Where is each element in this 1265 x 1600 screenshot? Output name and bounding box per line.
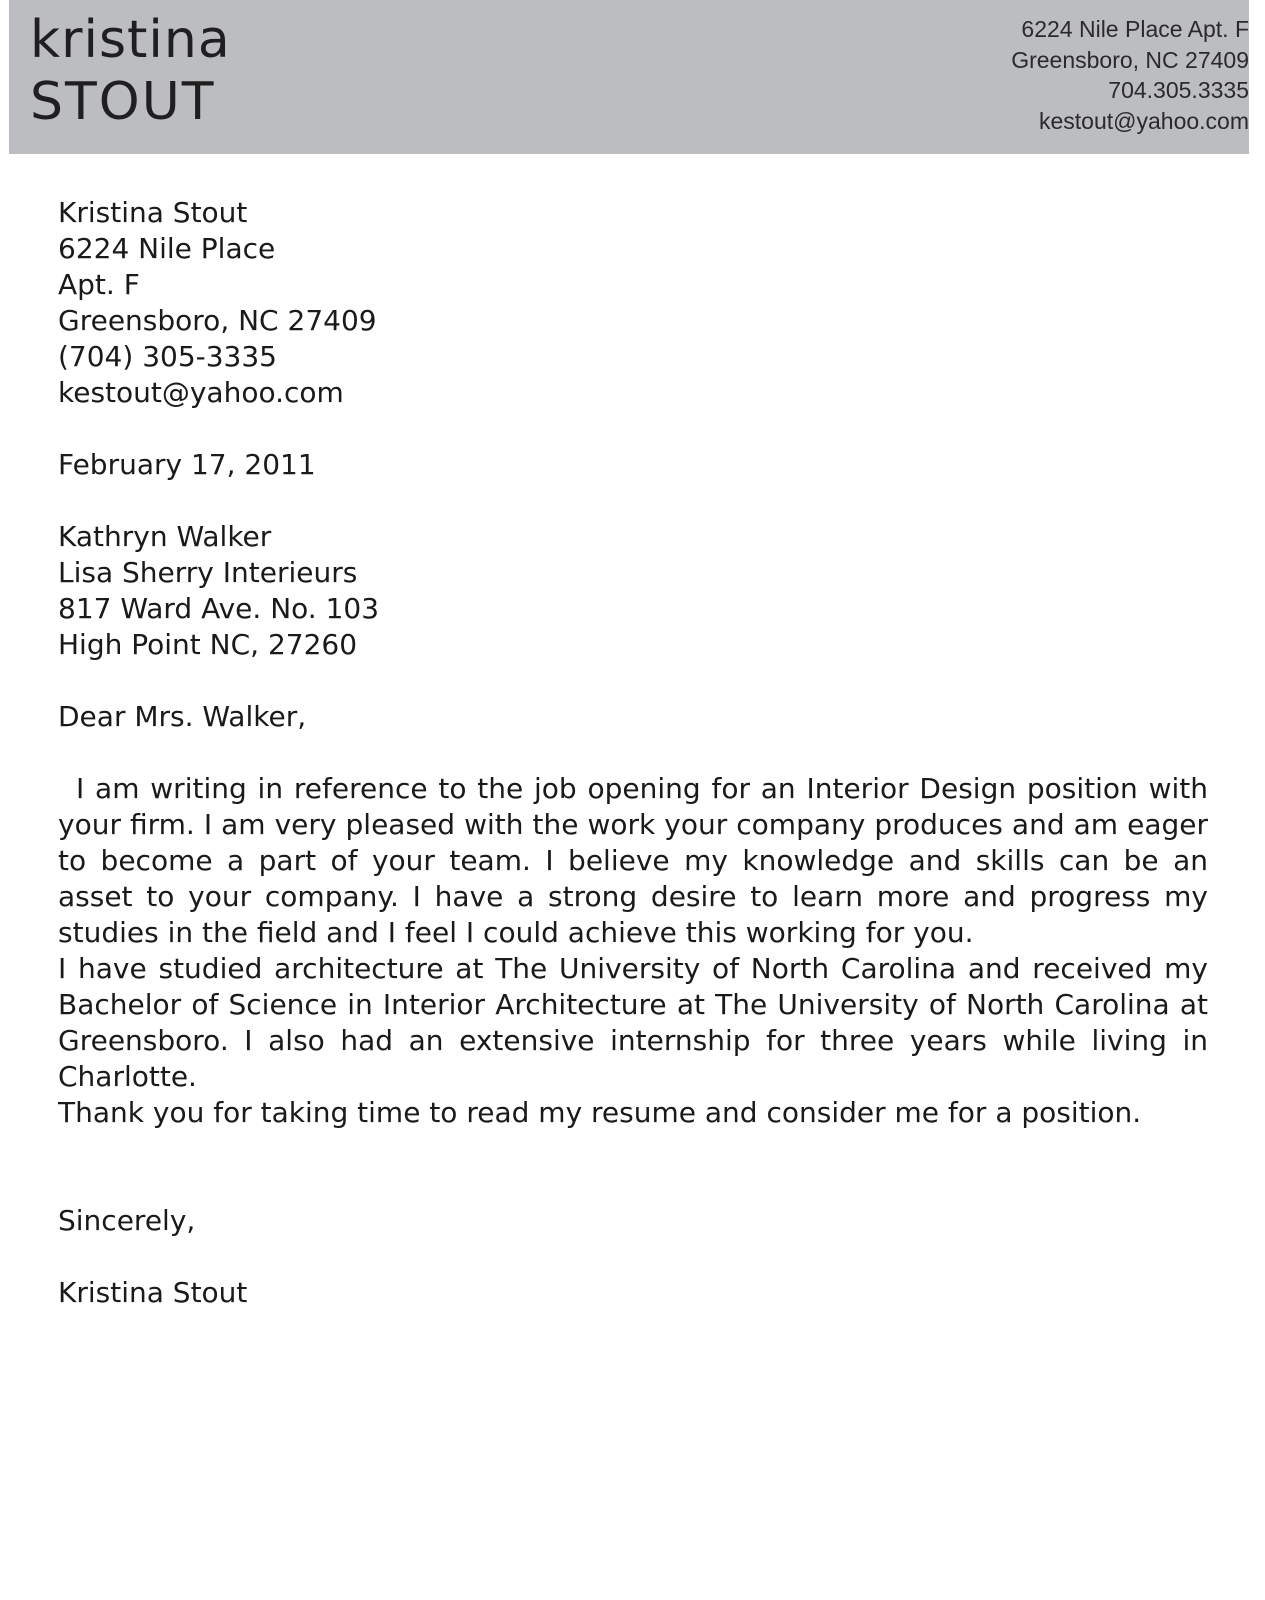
signature-name: Kristina Stout (58, 1276, 248, 1309)
sender-name: Kristina Stout (58, 196, 248, 229)
recipient-address-block (58, 519, 1208, 663)
sender-unit: Apt. F (58, 268, 140, 301)
recipient-company: Lisa Sherry Interieurs (58, 556, 358, 589)
sender-city: Greensboro, NC 27409 (58, 304, 377, 337)
letter-date: February 17, 2011 (58, 448, 316, 481)
recipient-street: 817 Ward Ave. No. 103 (58, 592, 380, 625)
sender-phone: (704) 305-3335 (58, 340, 277, 373)
salutation: Dear Mrs. Walker, (58, 700, 307, 733)
letterhead-contact (1011, 14, 1249, 136)
body-paragraph-2: I have studied architecture at The University of North Carolina and received my Bachelor of Science in Interior Architecture at The University of North Carolina at Greensboro. I also had an extensive internship for three years while living in Charlotte. (58, 952, 1208, 1093)
closing: Sincerely, (58, 1204, 196, 1237)
body-paragraph-1: I am writing in reference to the job opening for an Interior Design position with your firm. I am very pleased with the work your company produces and am eager to become a part of your team. I believe my knowledge and skills can be an asset to your company. I have a strong desire to learn more and progress my studies in the field and I feel I could achieve this working for you. (58, 772, 1208, 949)
sender-address-block (58, 195, 1208, 411)
letterhead-email: kestout@yahoo.com (1038, 107, 1249, 134)
letterhead-phone: 704.305.3335 (1108, 77, 1249, 103)
sender-email: kestout@yahoo.com (58, 376, 344, 409)
sender-street: 6224 Nile Place (58, 232, 276, 265)
recipient-name: Kathryn Walker (58, 520, 272, 553)
letterhead-last-name: STOUT (30, 72, 216, 132)
letterhead-first-name: kristina (30, 10, 231, 70)
letter-body (58, 195, 1208, 1311)
recipient-city: High Point NC, 27260 (58, 628, 358, 661)
letterhead-address: 6224 Nile Place Apt. F (1021, 16, 1249, 42)
body-paragraph-3: Thank you for taking time to read my resume and consider me for a position. (58, 1096, 1142, 1129)
letterhead-city: Greensboro, NC 27409 (1011, 46, 1249, 73)
